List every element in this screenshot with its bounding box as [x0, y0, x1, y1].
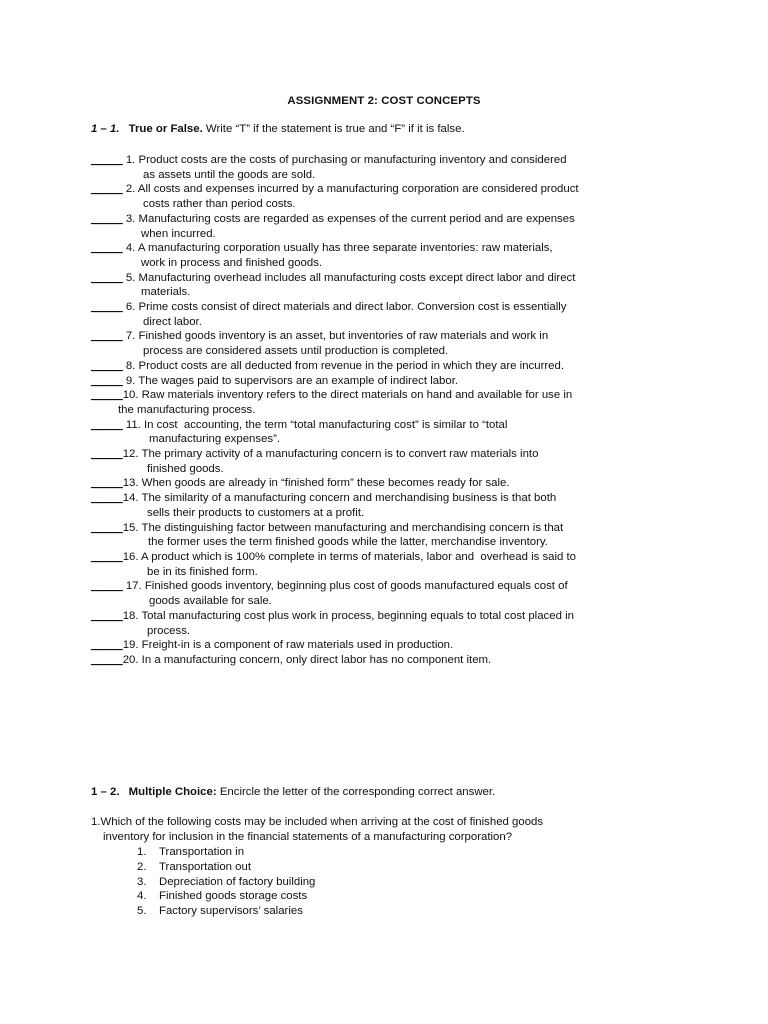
mc-option[interactable]: [137, 860, 315, 875]
tf-statement-continuation: the former uses the term finished goods while the latter, merchandise inventory.: [148, 536, 548, 549]
tf-item: [91, 609, 651, 638]
tf-statement: 7. Finished goods inventory is an asset, but inventories of raw materials and work in: [122, 330, 549, 343]
tf-item: [91, 271, 651, 300]
section-2-number: 1 – 2.: [91, 786, 120, 798]
section-2-instruction: Encircle the letter of the corresponding correct answer.: [219, 786, 496, 798]
tf-item: [91, 579, 651, 608]
section-1-instruction: Write “T” if the statement is true and “F” if it is false.: [205, 123, 465, 135]
tf-statement-continuation: process are considered assets until production is completed.: [143, 345, 449, 358]
tf-statement-continuation: costs rather than period costs.: [143, 198, 296, 211]
tf-statement: 12. The primary activity of a manufacturing concern is to convert raw materials into: [122, 448, 539, 461]
mc-option[interactable]: [137, 889, 315, 904]
tf-statement: 5. Manufacturing overhead includes all manufacturing costs except direct labor and direct: [122, 271, 576, 284]
answer-blank[interactable]: _____: [91, 477, 123, 490]
tf-statement: 20. In a manufacturing concern, only direct labor has no component item.: [122, 653, 492, 666]
tf-statement-continuation: when incurred.: [141, 227, 216, 240]
tf-item: [91, 418, 651, 447]
tf-item-line: [91, 359, 651, 374]
tf-item-line: [91, 418, 651, 433]
answer-blank[interactable]: _____: [91, 183, 123, 196]
mc-question: [91, 815, 651, 845]
tf-statement-continuation: as assets until the goods are sold.: [143, 168, 316, 181]
tf-item: [91, 638, 651, 653]
tf-statement-continuation: be in its finished form.: [147, 565, 258, 578]
tf-statement-continuation: the manufacturing process.: [118, 403, 256, 416]
tf-item-line: [91, 388, 651, 403]
answer-blank[interactable]: _____: [91, 653, 123, 666]
tf-statement-continuation: goods available for sale.: [149, 595, 272, 608]
answer-blank[interactable]: _____: [91, 580, 123, 593]
answer-blank[interactable]: _____: [91, 492, 123, 505]
tf-item-line: [91, 374, 651, 389]
section-1-heading: [91, 122, 465, 137]
tf-item: [91, 521, 651, 550]
tf-statement: 16. A product which is 100% complete in terms of materials, labor and overhead is said to: [122, 550, 577, 563]
answer-blank[interactable]: _____: [91, 521, 123, 534]
tf-item: [91, 374, 651, 389]
tf-item-line: [91, 638, 651, 653]
answer-blank[interactable]: _____: [91, 609, 123, 622]
mc-option-text: Transportation out: [159, 860, 252, 873]
tf-statement-continuation: manufacturing expenses”.: [149, 433, 281, 446]
tf-statement: 11. In cost accounting, the term “total manufacturing cost” is similar to “total: [122, 418, 508, 431]
section-2-heading: [91, 785, 495, 800]
tf-item: [91, 153, 651, 182]
tf-item: [91, 212, 651, 241]
tf-statement-continuation: work in process and finished goods.: [141, 256, 323, 269]
tf-statement-continuation: direct labor.: [143, 315, 202, 328]
tf-item-line: [91, 550, 651, 565]
mc-question-line-1: 1.Which of the following costs may be included when arriving at the cost of finished goods: [91, 816, 544, 828]
tf-statement-continuation: materials.: [141, 286, 191, 299]
section-2-label: Multiple Choice:: [128, 786, 217, 798]
tf-statement: 2. All costs and expenses incurred by a manufacturing corporation are considered product: [122, 183, 579, 196]
tf-item: [91, 329, 651, 358]
tf-item-line: [91, 521, 651, 536]
tf-item: [91, 241, 651, 270]
tf-statement: 17. Finished goods inventory, beginning plus cost of goods manufactured equals cost of: [122, 580, 568, 593]
tf-statement: 6. Prime costs consist of direct materials and direct labor. Conversion cost is essentially: [122, 301, 567, 314]
tf-item-line: [91, 491, 651, 506]
page-title: ASSIGNMENT 2: COST CONCEPTS: [287, 95, 481, 107]
tf-item: [91, 653, 651, 668]
tf-statement-continuation: process.: [147, 624, 191, 637]
tf-item-line: [91, 300, 651, 315]
tf-statement: 10. Raw materials inventory refers to the direct materials on hand and available for use in: [122, 389, 573, 402]
mc-option[interactable]: [137, 875, 315, 890]
tf-item-line: [91, 653, 651, 668]
tf-item: [91, 491, 651, 520]
tf-statement: 4. A manufacturing corporation usually has three separate inventories: raw materials,: [122, 242, 553, 255]
tf-statement: 19. Freight-in is a component of raw materials used in production.: [122, 639, 454, 652]
tf-item-line: [91, 476, 651, 491]
tf-item: [91, 447, 651, 476]
tf-item-line: [91, 241, 651, 256]
true-false-list: [91, 153, 651, 668]
answer-blank[interactable]: _____: [91, 550, 123, 563]
tf-item-line: [91, 182, 651, 197]
answer-blank[interactable]: _____: [91, 418, 123, 431]
tf-item-line: [91, 447, 651, 462]
tf-item-line: [91, 153, 651, 168]
tf-item: [91, 476, 651, 491]
tf-statement: 8. Product costs are all deducted from revenue in the period in which they are incurred.: [122, 359, 564, 372]
tf-item-line: [91, 271, 651, 286]
answer-blank[interactable]: _____: [91, 330, 123, 343]
mc-option-text: Finished goods storage costs: [159, 890, 308, 903]
tf-item: [91, 388, 651, 417]
mc-options-list: [137, 845, 315, 919]
tf-statement-continuation: finished goods.: [147, 462, 224, 475]
mc-option-text: Transportation in: [159, 846, 245, 858]
mc-question-line-2: inventory for inclusion in the financial statements of a manufacturing corporation?: [103, 831, 513, 843]
tf-item: [91, 300, 651, 329]
mc-option-text: Depreciation of factory building: [159, 875, 316, 888]
section-1-number: 1 – 1.: [91, 123, 120, 135]
mc-option-number: 1.: [137, 846, 147, 858]
answer-blank[interactable]: _____: [91, 154, 123, 166]
tf-statement: 3. Manufacturing costs are regarded as expenses of the current period and are expenses: [122, 212, 575, 225]
answer-blank[interactable]: _____: [91, 448, 123, 461]
answer-blank[interactable]: _____: [91, 301, 123, 314]
mc-option-text: Factory supervisors’ salaries: [159, 905, 303, 918]
tf-item: [91, 550, 651, 579]
tf-statement-continuation: sells their products to customers at a profit.: [147, 506, 365, 519]
answer-blank[interactable]: _____: [91, 639, 123, 652]
section-1-label: True or False.: [128, 123, 203, 135]
tf-statement: 13. When goods are already in “finished form” these becomes ready for sale.: [122, 477, 510, 490]
tf-statement: 1. Product costs are the costs of purchasing or manufacturing inventory and considered: [122, 154, 567, 166]
tf-item-line: [91, 329, 651, 344]
answer-blank[interactable]: _____: [91, 242, 123, 255]
tf-item: [91, 182, 651, 211]
mc-option[interactable]: [137, 845, 315, 860]
tf-item-line: [91, 609, 651, 624]
mc-option-number: 2.: [137, 860, 147, 873]
mc-option-number: 3.: [137, 875, 147, 888]
tf-item: [91, 359, 651, 374]
tf-item-line: [91, 212, 651, 227]
answer-blank[interactable]: _____: [91, 271, 123, 284]
tf-statement: 14. The similarity of a manufacturing concern and merchandising business is that both: [122, 492, 557, 505]
tf-statement: 18. Total manufacturing cost plus work in process, beginning equals to total cost placed in: [122, 609, 574, 622]
mc-option-number: 5.: [137, 905, 147, 918]
answer-blank[interactable]: _____: [91, 212, 123, 225]
mc-option-number: 4.: [137, 890, 147, 903]
mc-option[interactable]: [137, 904, 315, 919]
tf-item-line: [91, 579, 651, 594]
answer-blank[interactable]: _____: [91, 359, 123, 372]
tf-statement: 15. The distinguishing factor between manufacturing and merchandising concern is that: [122, 521, 564, 534]
answer-blank[interactable]: _____: [91, 389, 123, 402]
answer-blank[interactable]: _____: [91, 374, 123, 387]
tf-statement: 9. The wages paid to supervisors are an example of indirect labor.: [122, 374, 459, 387]
